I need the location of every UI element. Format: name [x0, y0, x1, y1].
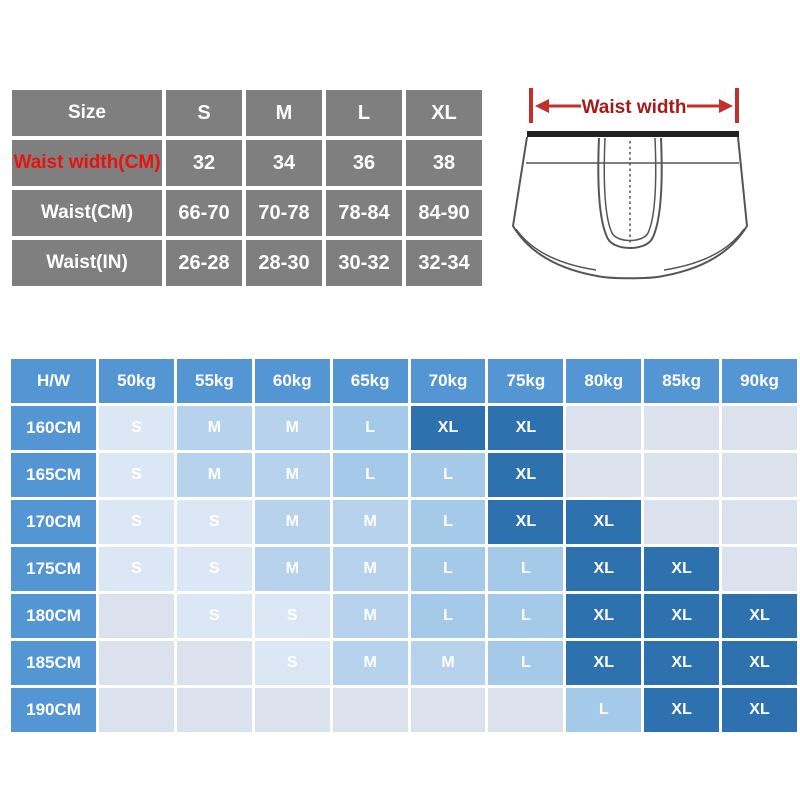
matrix-cell: M: [333, 500, 408, 544]
matrix-cell: S: [99, 500, 174, 544]
matrix-cell: XL: [644, 547, 719, 591]
size-table-corner: Size: [12, 90, 162, 136]
matrix-cell: S: [255, 594, 330, 638]
weight-header: 90kg: [722, 359, 797, 403]
table-cell: 28-30: [246, 240, 322, 286]
matrix-cell: L: [411, 453, 486, 497]
height-weight-matrix: [8, 356, 800, 735]
table-cell: 66-70: [166, 190, 242, 236]
matrix-cell: XL: [566, 594, 641, 638]
row-label-waist-cm: Waist(CM): [12, 190, 162, 236]
weight-header: 80kg: [566, 359, 641, 403]
height-header: 190CM: [11, 688, 96, 732]
size-col-header-l: L: [326, 90, 402, 136]
matrix-cell: [566, 406, 641, 450]
matrix-cell: M: [177, 406, 252, 450]
table-cell: 78-84: [326, 190, 402, 236]
matrix-row: [11, 594, 797, 638]
matrix-cell: XL: [566, 500, 641, 544]
waist-width-diagram: [498, 40, 800, 302]
size-col-header-xl: XL: [406, 90, 482, 136]
table-cell: 30-32: [326, 240, 402, 286]
briefs-drawing: [513, 131, 747, 278]
weight-header: 55kg: [177, 359, 252, 403]
matrix-cell: M: [333, 641, 408, 685]
height-header: 175CM: [11, 547, 96, 591]
matrix-cell: M: [411, 641, 486, 685]
matrix-cell: XL: [488, 453, 563, 497]
matrix-cell: M: [255, 547, 330, 591]
height-header: 160CM: [11, 406, 96, 450]
table-header-row: [12, 90, 482, 136]
matrix-cell: XL: [722, 688, 797, 732]
table-cell: 70-78: [246, 190, 322, 236]
matrix-cell: M: [333, 594, 408, 638]
waistband: [527, 131, 739, 137]
table-cell: 34: [246, 140, 322, 186]
matrix-header-row: [11, 359, 797, 403]
table-cell: 38: [406, 140, 482, 186]
matrix-cell: [722, 406, 797, 450]
matrix-cell: XL: [488, 500, 563, 544]
matrix-cell: XL: [722, 641, 797, 685]
matrix-cell: [333, 688, 408, 732]
matrix-cell: L: [488, 547, 563, 591]
table-cell: 36: [326, 140, 402, 186]
height-header: 170CM: [11, 500, 96, 544]
matrix-cell: M: [177, 453, 252, 497]
matrix-cell: L: [333, 406, 408, 450]
matrix-cell: XL: [644, 641, 719, 685]
matrix-cell: [255, 688, 330, 732]
matrix-cell: XL: [566, 641, 641, 685]
matrix-cell: [644, 406, 719, 450]
weight-header: 65kg: [333, 359, 408, 403]
table-cell: 26-28: [166, 240, 242, 286]
matrix-cell: S: [99, 406, 174, 450]
size-col-header-m: M: [246, 90, 322, 136]
waist-size-table: [8, 86, 486, 290]
matrix-cell: L: [488, 641, 563, 685]
matrix-cell: [411, 688, 486, 732]
matrix-cell: L: [411, 594, 486, 638]
matrix-cell: L: [488, 594, 563, 638]
matrix-cell: [644, 500, 719, 544]
height-header: 165CM: [11, 453, 96, 497]
matrix-cell: [722, 453, 797, 497]
matrix-cell: [177, 688, 252, 732]
matrix-cell: S: [177, 547, 252, 591]
row-label-waist-in: Waist(IN): [12, 240, 162, 286]
matrix-row: [11, 453, 797, 497]
waist-width-caption: Waist width: [581, 97, 687, 118]
table-row: [12, 140, 482, 186]
matrix-row: [11, 406, 797, 450]
matrix-cell: M: [333, 547, 408, 591]
matrix-cell: S: [177, 594, 252, 638]
matrix-cell: M: [255, 453, 330, 497]
weight-header: 75kg: [488, 359, 563, 403]
matrix-cell: L: [411, 500, 486, 544]
size-col-header-s: S: [166, 90, 242, 136]
matrix-cell: XL: [644, 594, 719, 638]
height-header: 185CM: [11, 641, 96, 685]
weight-header: 70kg: [411, 359, 486, 403]
table-cell: 32: [166, 140, 242, 186]
matrix-corner: H/W: [11, 359, 96, 403]
matrix-cell: XL: [488, 406, 563, 450]
matrix-cell: S: [177, 500, 252, 544]
matrix-cell: [488, 688, 563, 732]
height-header: 180CM: [11, 594, 96, 638]
matrix-cell: L: [411, 547, 486, 591]
matrix-cell: [722, 547, 797, 591]
matrix-cell: XL: [566, 547, 641, 591]
matrix-cell: S: [99, 547, 174, 591]
matrix-cell: [177, 641, 252, 685]
matrix-cell: L: [566, 688, 641, 732]
matrix-row: [11, 641, 797, 685]
table-cell: 32-34: [406, 240, 482, 286]
matrix-cell: [99, 688, 174, 732]
matrix-cell: [644, 453, 719, 497]
row-label-waist-width-cm: Waist width(CM): [12, 140, 162, 186]
matrix-cell: L: [333, 453, 408, 497]
matrix-cell: XL: [411, 406, 486, 450]
table-cell: 84-90: [406, 190, 482, 236]
weight-header: 85kg: [644, 359, 719, 403]
matrix-cell: [566, 453, 641, 497]
matrix-cell: [99, 641, 174, 685]
matrix-row: [11, 500, 797, 544]
matrix-cell: M: [255, 406, 330, 450]
matrix-cell: M: [255, 500, 330, 544]
weight-header: 50kg: [99, 359, 174, 403]
matrix-cell: [99, 594, 174, 638]
table-row: [12, 190, 482, 236]
table-row: [12, 240, 482, 286]
weight-header: 60kg: [255, 359, 330, 403]
matrix-cell: S: [99, 453, 174, 497]
matrix-row: [11, 547, 797, 591]
matrix-cell: S: [255, 641, 330, 685]
matrix-row: [11, 688, 797, 732]
matrix-cell: XL: [722, 594, 797, 638]
matrix-cell: [722, 500, 797, 544]
matrix-cell: XL: [644, 688, 719, 732]
